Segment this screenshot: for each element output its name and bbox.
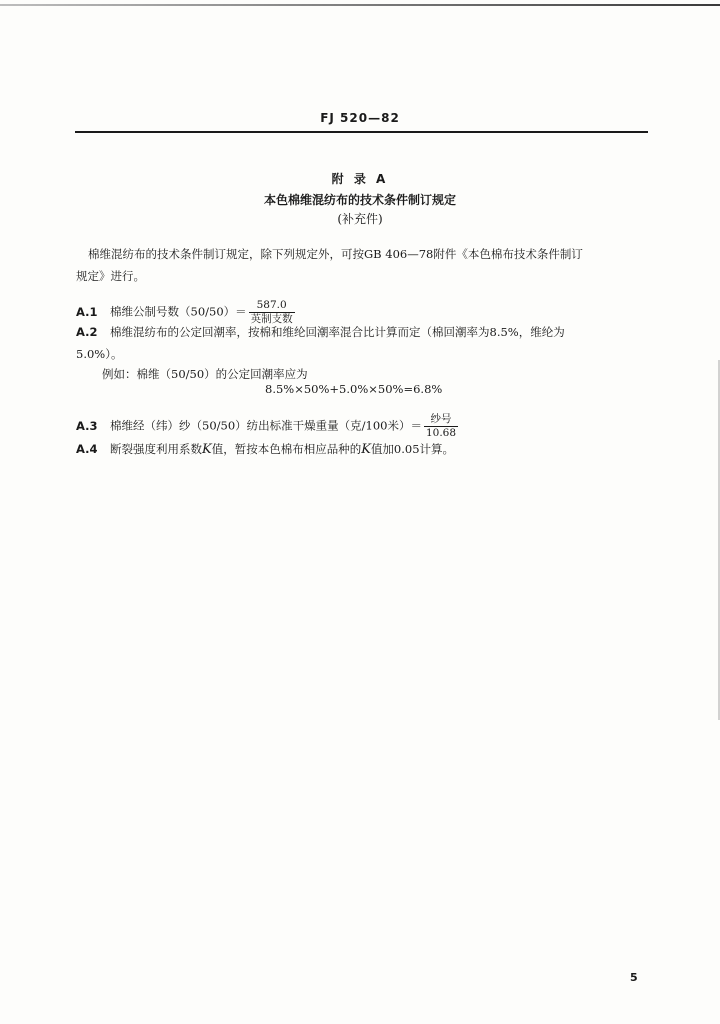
clause-a4-text-after: 值加0.05计算。 — [370, 442, 455, 456]
clause-a4-text-mid: 值，暂按本色棉布相应品种的 — [211, 442, 362, 456]
clause-a2-number: A.2 — [76, 325, 98, 339]
scan-top-edge — [0, 4, 720, 6]
clause-a1 — [76, 299, 295, 326]
clause-a1-number: A.1 — [76, 304, 98, 319]
clause-a4-text-before: 断裂强度利用系数 — [110, 442, 202, 456]
intro-paragraph-line-2: 规定》进行。 — [76, 269, 145, 283]
appendix-title: 本色棉维混纺布的技术条件制订规定 — [263, 193, 456, 207]
clause-a2-continuation: 5.0%）。 — [76, 347, 123, 361]
appendix-label: 附 录 A — [331, 172, 389, 186]
clause-a3-number: A.3 — [76, 418, 98, 433]
appendix-subtitle: (补充件) — [337, 212, 383, 226]
clause-a3-text: 棉维经（纬）纱（50/50）纺出标准干燥重量（克/100米）＝ — [110, 418, 422, 433]
clause-a2-text: 棉维混纺布的公定回潮率，按棉和维纶回潮率混合比计算而定（棉回潮率为8.5%，维纶为 — [110, 325, 565, 339]
clause-a4 — [76, 441, 454, 457]
intro-paragraph-line-1: 棉维混纺布的技术条件制订规定，除下列规定外，可按GB 406—78附件《本色棉布技术条件制订 — [88, 247, 583, 261]
page-number: 5 — [630, 971, 638, 984]
standard-code: FJ 520—82 — [320, 111, 400, 125]
clause-a2-formula: 8.5%×50%+5.0%×50%=6.8% — [265, 382, 443, 396]
clause-a2 — [76, 324, 565, 340]
clause-a1-numerator: 587.0 — [249, 299, 295, 313]
clause-a3 — [76, 413, 458, 440]
clause-a4-number: A.4 — [76, 442, 98, 456]
clause-a1-denominator: 英制支数 — [250, 313, 293, 325]
header-rule — [75, 131, 648, 133]
clause-a3-numerator: 纱号 — [424, 413, 458, 427]
clause-a3-fraction — [424, 413, 458, 440]
clause-a1-text: 棉维公制号数（50/50）＝ — [110, 304, 247, 319]
clause-a2-example: 例如：棉维（50/50）的公定回潮率应为 — [102, 367, 308, 381]
clause-a1-fraction — [249, 299, 295, 326]
clause-a4-k-symbol-2: K — [361, 442, 371, 457]
clause-a3-denominator: 10.68 — [425, 427, 457, 439]
clause-a4-k-symbol-1: K — [202, 442, 212, 457]
